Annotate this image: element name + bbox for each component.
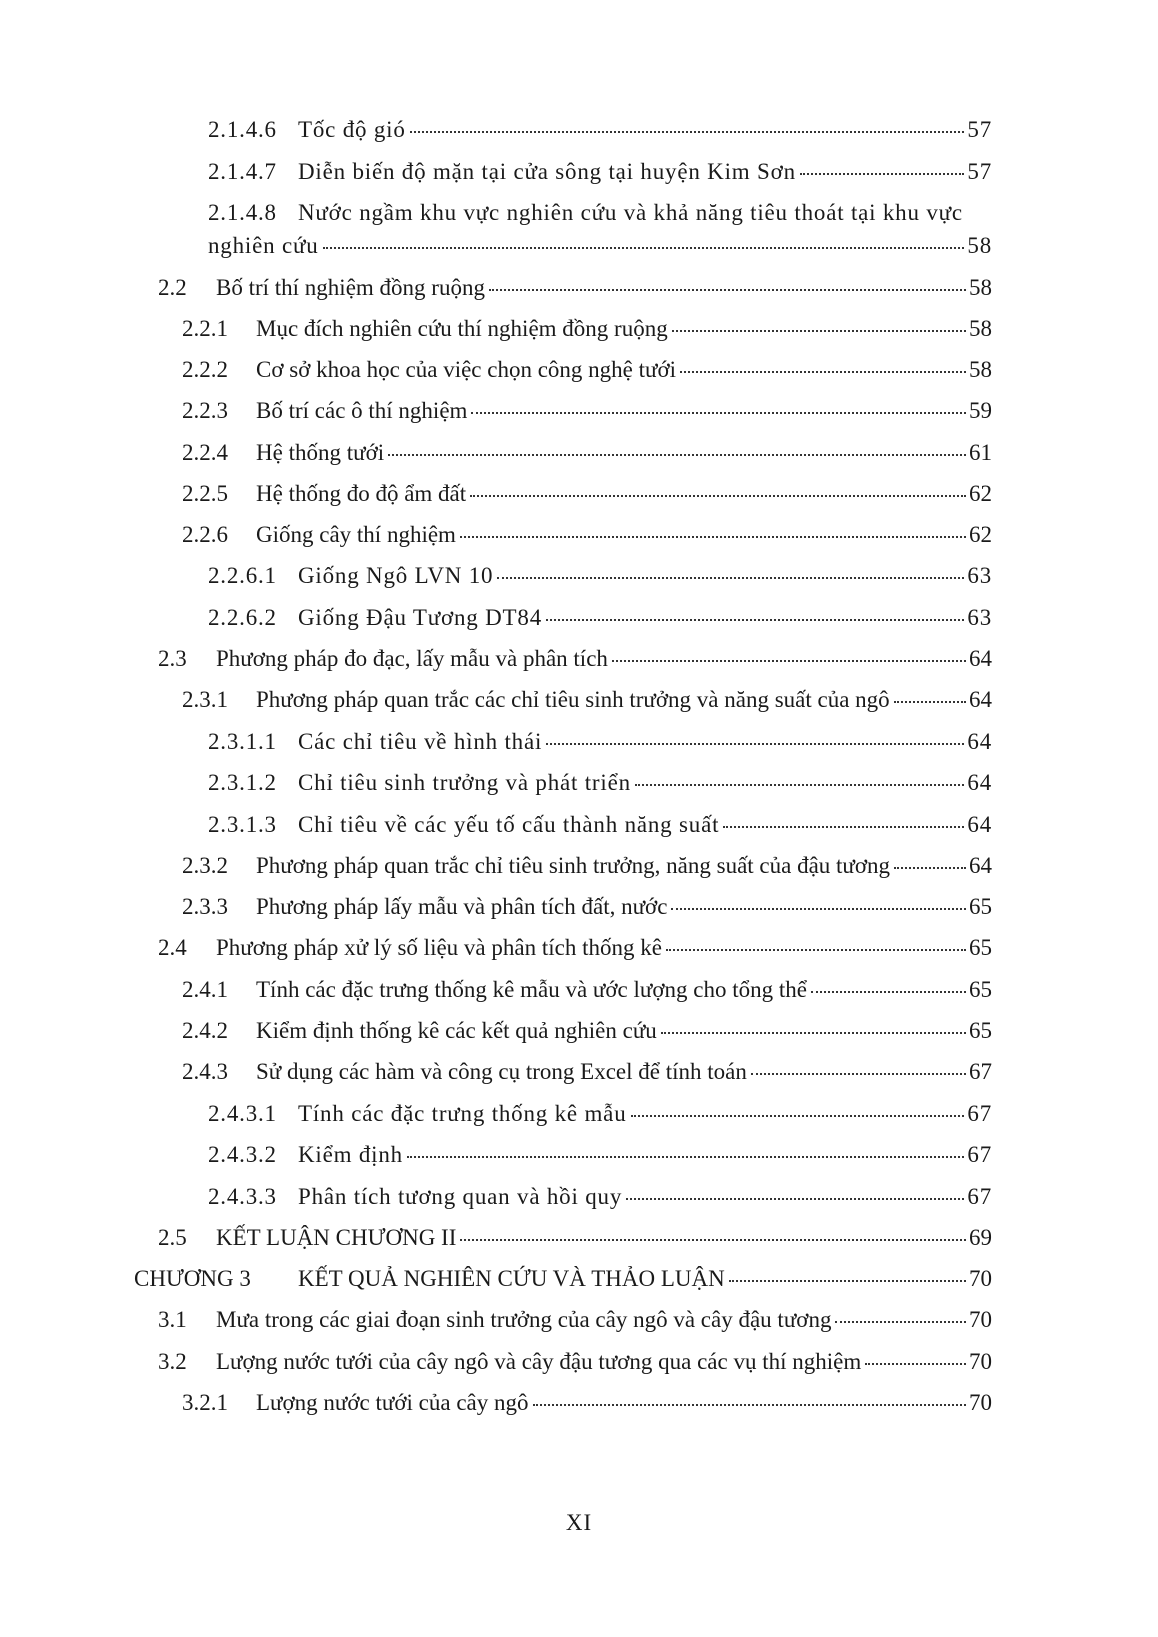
- toc-entry[interactable]: [182, 521, 992, 549]
- toc-entry-page: 65: [969, 894, 992, 919]
- toc-entry-page: 64: [969, 687, 992, 712]
- toc-entry-page: 59: [969, 398, 992, 423]
- dot-leader: [546, 617, 964, 621]
- toc-entry-page: 61: [969, 440, 992, 465]
- toc-entry-page: 62: [969, 481, 992, 506]
- toc-entry-page: 64: [969, 853, 992, 878]
- dot-leader: [835, 1319, 966, 1323]
- toc-entry-page: 65: [969, 935, 992, 960]
- toc-entry-number: 2.4.3.2: [208, 1142, 277, 1167]
- dot-leader: [666, 947, 966, 951]
- toc-entry-page: 64: [967, 812, 992, 837]
- toc-entry-number: 3.1: [158, 1307, 187, 1332]
- dot-leader: [751, 1071, 966, 1075]
- toc-entry-number: 2.2.2: [182, 357, 228, 382]
- toc-entry[interactable]: [158, 274, 992, 302]
- toc-entry-title: Bố trí thí nghiệm đồng ruộng: [216, 275, 485, 300]
- toc-entry-number: 3.2: [158, 1349, 187, 1374]
- toc-entry-title: Chỉ tiêu sinh trưởng và phát triển: [298, 770, 631, 795]
- toc-entry-title: Giống cây thí nghiệm: [256, 522, 456, 547]
- toc-entry-title: Giống Đậu Tương DT84: [298, 605, 542, 630]
- toc-entry-title: KẾT LUẬN CHƯƠNG II: [216, 1225, 457, 1250]
- toc-entry-title: Các chỉ tiêu về hình thái: [298, 729, 543, 754]
- toc-entry-page: 67: [967, 1142, 992, 1167]
- toc-entry-number: 2.3.1.2: [208, 770, 277, 795]
- dot-leader: [894, 865, 966, 869]
- toc-entry-page: 70: [969, 1307, 992, 1332]
- toc-entry[interactable]: [208, 769, 992, 797]
- toc-entry[interactable]: [208, 1183, 992, 1211]
- dot-leader: [410, 129, 965, 133]
- toc-entry[interactable]: [208, 158, 992, 186]
- toc-entry-number: 2.2.6: [182, 522, 228, 547]
- toc-entry-number: 2.5: [158, 1225, 187, 1250]
- dot-leader: [460, 1237, 966, 1241]
- toc-entry-number: 2.2.6.1: [208, 563, 277, 588]
- toc-entry-number: 2.2.4: [182, 440, 228, 465]
- toc-entry[interactable]: [182, 356, 992, 384]
- toc-entry-page: 70: [969, 1390, 992, 1415]
- toc-entry-number: 2.2.6.2: [208, 605, 277, 630]
- dot-leader: [723, 824, 964, 828]
- toc-entry-title: Diễn biến độ mặn tại cửa sông tại huyện Kim Sơn: [298, 159, 796, 184]
- toc-entry[interactable]: [208, 1100, 992, 1128]
- toc-entry-title: KẾT QUẢ NGHIÊN CỨU VÀ THẢO LUẬN: [298, 1266, 725, 1291]
- toc-entry-title: Phương pháp quan trắc các chỉ tiêu sinh trưởng và năng suất của ngô: [256, 687, 890, 712]
- toc-entry-title: Phương pháp lấy mẫu và phân tích đất, nước: [256, 894, 668, 919]
- toc-entry-number: 2.3: [158, 646, 187, 671]
- dot-leader: [407, 1154, 964, 1158]
- toc-entry[interactable]: [208, 604, 992, 632]
- toc-entry-title: Tính các đặc trưng thống kê mẫu và ước lượng cho tổng thể: [256, 977, 807, 1002]
- dot-leader: [680, 369, 966, 373]
- toc-entry-page: 57: [967, 159, 992, 184]
- toc-entry-page: 63: [967, 605, 992, 630]
- toc-entry-title-line1: Nước ngầm khu vực nghiên cứu và khả năng tiêu thoát tại khu vực: [298, 200, 963, 225]
- toc-entry[interactable]: [208, 116, 992, 144]
- toc-entry[interactable]: [208, 811, 992, 839]
- toc-entry-number: 2.3.3: [182, 894, 228, 919]
- toc-entry-page: 65: [969, 1018, 992, 1043]
- toc-entry[interactable]: [182, 852, 992, 880]
- toc-entry[interactable]: [182, 686, 992, 714]
- toc-entry-number: 2.1.4.6: [208, 117, 277, 142]
- dot-leader: [612, 658, 966, 662]
- toc-entry-title: Phương pháp đo đạc, lấy mẫu và phân tích: [216, 646, 608, 671]
- toc-entry-title: Tốc độ gió: [298, 117, 406, 142]
- dot-leader: [489, 287, 966, 291]
- toc-entry[interactable]: [158, 1224, 992, 1252]
- dot-leader: [631, 1113, 965, 1117]
- toc-entry[interactable]: [182, 1058, 992, 1086]
- toc-entry-page: 58: [969, 275, 992, 300]
- toc-entry-page: 67: [967, 1184, 992, 1209]
- toc-entry-number: 2.1.4.7: [208, 159, 277, 184]
- dot-leader: [661, 1030, 966, 1034]
- toc-entry-page: 65: [969, 977, 992, 1002]
- toc-entry-title: Mục đích nghiên cứu thí nghiệm đồng ruộng: [256, 316, 668, 341]
- toc-entry-title: Bố trí các ô thí nghiệm: [256, 398, 468, 423]
- toc-entry-page: 67: [969, 1059, 992, 1084]
- toc-entry-page: 64: [969, 646, 992, 671]
- toc-entry-title: Kiểm định thống kê các kết quả nghiên cứu: [256, 1018, 657, 1043]
- toc-entry[interactable]: [158, 645, 992, 673]
- toc-entry-number: 2.3.1.1: [208, 729, 277, 754]
- toc-entry-title: Hệ thống tưới: [256, 440, 385, 465]
- dot-leader: [546, 741, 964, 745]
- toc-entry-number: CHƯƠNG 3: [134, 1266, 251, 1291]
- toc-entry-page: 63: [967, 563, 992, 588]
- toc-entry-number: 2.1.4.8: [208, 200, 277, 225]
- toc-entry-number: 2.3.2: [182, 853, 228, 878]
- toc-entry[interactable]: [158, 1348, 992, 1376]
- toc-entry-number: 2.4.3.1: [208, 1101, 277, 1126]
- toc-entry-number: 2.3.1.3: [208, 812, 277, 837]
- toc-entry-title: Cơ sở khoa học của việc chọn công nghệ tưới: [256, 357, 677, 382]
- dot-leader: [471, 410, 966, 414]
- toc-entry-page: 58: [969, 357, 992, 382]
- toc-entry-number: 2.2: [158, 275, 187, 300]
- dot-leader: [729, 1278, 966, 1282]
- toc-entry[interactable]: [208, 728, 992, 756]
- toc-entry-title: Phương pháp quan trắc chỉ tiêu sinh trưởng, năng suất của đậu tương: [256, 853, 891, 878]
- toc-entry-title: Giống Ngô LVN 10: [298, 563, 494, 588]
- toc-entry-number: 3.2.1: [182, 1390, 228, 1415]
- dot-leader: [497, 575, 964, 579]
- dot-leader: [671, 906, 966, 910]
- toc-entry[interactable]: [158, 934, 992, 962]
- dot-leader: [460, 534, 966, 538]
- toc-entry[interactable]: [182, 439, 992, 467]
- toc-entry-page: 58: [969, 316, 992, 341]
- dot-leader: [626, 1196, 964, 1200]
- toc-entry[interactable]: [208, 562, 992, 590]
- toc-entry-page: 70: [969, 1349, 992, 1374]
- toc-entry-page: 58: [967, 233, 992, 258]
- toc-entry-number: 2.3.1: [182, 687, 228, 712]
- dot-leader: [323, 245, 965, 249]
- toc-entry-title-line2: nghiên cứu: [208, 233, 319, 258]
- toc-entry-number: 2.2.3: [182, 398, 228, 423]
- toc-entry-number: 2.2.5: [182, 481, 228, 506]
- toc-entry-page: 62: [969, 522, 992, 547]
- toc-entry[interactable]: [182, 480, 992, 508]
- dot-leader: [388, 452, 966, 456]
- toc-entry-title: Lượng nước tưới của cây ngô: [256, 1390, 529, 1415]
- dot-leader: [470, 493, 966, 497]
- toc-entry-page: 64: [967, 770, 992, 795]
- toc-entry-title: Phương pháp xử lý số liệu và phân tích thống kê: [216, 935, 662, 960]
- toc-entry-title: Phân tích tương quan và hồi quy: [298, 1184, 623, 1209]
- dot-leader: [533, 1402, 966, 1406]
- toc-entry-number: 2.2.1: [182, 316, 228, 341]
- dot-leader: [800, 171, 965, 175]
- dot-leader: [865, 1361, 966, 1365]
- toc-entry[interactable]: [182, 976, 992, 1004]
- toc-entry[interactable]: [182, 315, 992, 343]
- dot-leader: [894, 699, 966, 703]
- toc-entry-number: 2.4: [158, 935, 187, 960]
- toc-entry[interactable]: [182, 397, 992, 425]
- toc-entry-page: 69: [969, 1225, 992, 1250]
- toc-entry[interactable]: [182, 1017, 992, 1045]
- toc-entry-number: 2.4.1: [182, 977, 228, 1002]
- toc-entry-title: Tính các đặc trưng thống kê mẫu: [298, 1101, 627, 1126]
- toc-entry[interactable]: [208, 1141, 992, 1169]
- dot-leader: [635, 782, 964, 786]
- toc-entry-title: Hệ thống đo độ ẩm đất: [256, 481, 467, 506]
- toc-entry-page: 70: [969, 1266, 992, 1291]
- toc-entry[interactable]: [158, 1306, 992, 1334]
- toc-entry[interactable]: [182, 893, 992, 921]
- toc-entry-number: 2.4.2: [182, 1018, 228, 1043]
- toc-entry-wrapped[interactable]: [208, 199, 992, 227]
- page-number-footer: XI: [565, 1510, 593, 1535]
- toc-entry-continuation[interactable]: [208, 232, 992, 260]
- toc-entry-page: 57: [967, 117, 992, 142]
- dot-leader: [672, 328, 966, 332]
- toc-entry-title: Chỉ tiêu về các yếu tố cấu thành năng suất: [298, 812, 720, 837]
- toc-chapter-entry[interactable]: [134, 1265, 992, 1293]
- toc-entry-title: Kiểm định: [298, 1142, 403, 1167]
- toc-entry[interactable]: [182, 1389, 992, 1417]
- toc-entry-title: Mưa trong các giai đoạn sinh trưởng của cây ngô và cây đậu tương: [216, 1307, 832, 1332]
- toc-entry-number: 2.4.3.3: [208, 1184, 277, 1209]
- toc-entry-page: 64: [967, 729, 992, 754]
- toc-entry-number: 2.4.3: [182, 1059, 228, 1084]
- dot-leader: [811, 989, 966, 993]
- toc-entry-title: Sử dụng các hàm và công cụ trong Excel để tính toán: [256, 1059, 747, 1084]
- toc-entry-title: Lượng nước tưới của cây ngô và cây đậu tương qua các vụ thí nghiệm: [216, 1349, 862, 1374]
- toc-entry-page: 67: [967, 1101, 992, 1126]
